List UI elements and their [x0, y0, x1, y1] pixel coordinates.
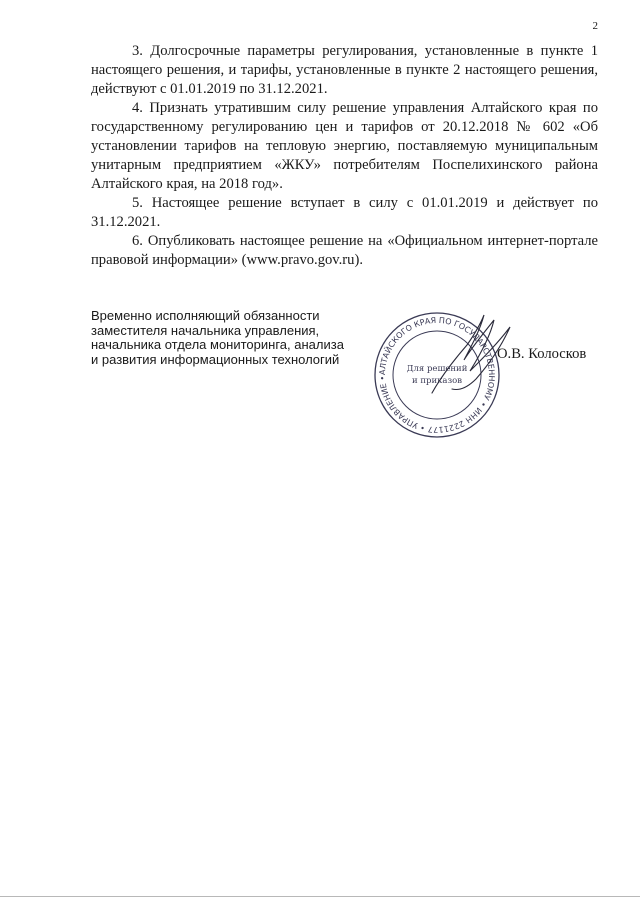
stamp-graphic [372, 305, 562, 445]
stamp-center-line1: Для решений [406, 364, 468, 374]
signatory-line: начальника отдела мониторинга, анализа [91, 337, 344, 352]
signatory-title [91, 309, 371, 367]
document-body [91, 42, 598, 270]
signer-name: О.В. Колосков [497, 346, 587, 362]
stamp-ring-text: АЛТАЙСКОГО КРАЯ ПО ГОСУДАРСТВЕННОМУ • ИНН 2221177 • УПРАВЛЕНИЕ • [377, 315, 497, 435]
paragraph-3: 3. Долгосрочные параметры регулирования, установленные в пункте 1 настоящего решения, и тарифы, установленные в пункте 2 настоящего решения, действуют с 01.01.2019 по 31.12.2021. [91, 43, 598, 97]
paragraph-4: 4. Признать утратившим силу решение управления Алтайского края по государственному регулированию цен и тарифов от 20.12.2018 № 602 «Об установлении тарифов на тепловую энергию, поставляемую муниципальным унитарным предприятием «ЖКУ» потребителям Поспелихинского района Алтайского края, на 2018 год». [91, 100, 598, 192]
paragraph-5: 5. Настоящее решение вступает в силу с 01.01.2019 и действует по 31.12.2021. [91, 195, 598, 230]
signatory-line: Временно исполняющий обязанности [91, 308, 320, 323]
signatory-line: заместителя начальника управления, [91, 322, 320, 338]
page-bottom-divider [0, 896, 640, 897]
paragraph-6: 6. Опубликовать настоящее решение на «Официальном интернет-портале правовой информации» (www.pravo.gov.ru). [91, 233, 598, 268]
stamp-outer-ring [375, 313, 499, 437]
signatory-line: и развития информационных технологий [91, 351, 340, 367]
stamp-center-line2: и приказов [411, 376, 463, 386]
official-stamp [372, 305, 562, 445]
page-number: 2 [592, 20, 598, 32]
